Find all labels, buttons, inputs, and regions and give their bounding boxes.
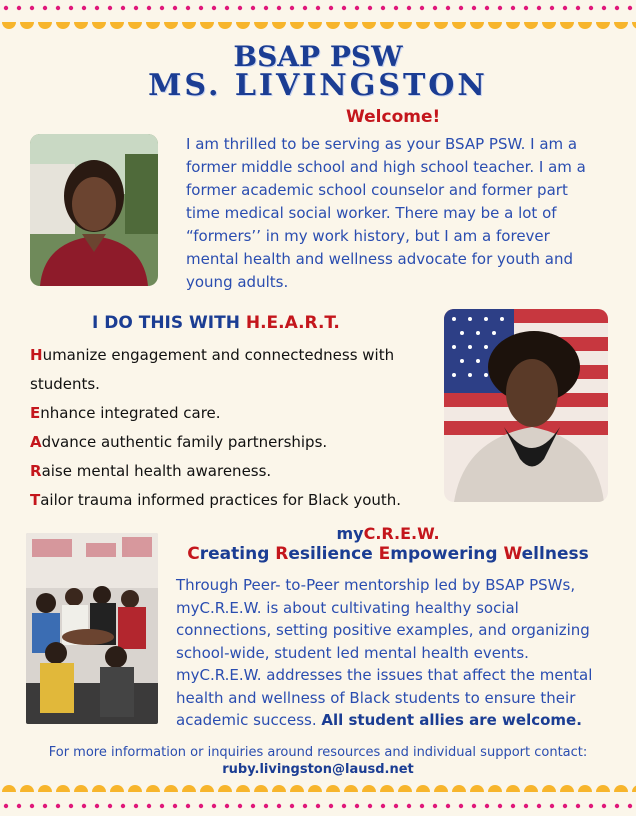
border-dot <box>147 804 151 808</box>
border-dot <box>615 804 619 808</box>
border-dot <box>82 6 86 10</box>
border-dot <box>264 804 268 808</box>
border-scallop <box>56 785 70 792</box>
border-dot <box>628 6 632 10</box>
bottom-scallop-line <box>0 780 636 792</box>
border-dot <box>290 804 294 808</box>
border-dot <box>173 6 177 10</box>
border-dot <box>121 6 125 10</box>
border-scallop <box>218 785 232 792</box>
heart-item-t: Tailor trauma informed practices for Black youth. <box>30 491 402 509</box>
border-dot <box>95 804 99 808</box>
border-scallop <box>524 785 538 792</box>
border-dot <box>56 804 60 808</box>
border-scallop <box>578 22 592 29</box>
border-dot <box>186 6 190 10</box>
border-scallop <box>146 785 160 792</box>
border-dot <box>251 804 255 808</box>
border-scallop <box>164 785 178 792</box>
border-dot <box>134 804 138 808</box>
border-dot <box>446 6 450 10</box>
border-dot <box>186 804 190 808</box>
border-scallop <box>632 22 636 29</box>
border-scallop <box>560 22 574 29</box>
border-dot <box>329 804 333 808</box>
border-scallop <box>2 785 16 792</box>
border-scallop <box>236 785 250 792</box>
border-scallop <box>308 22 322 29</box>
border-scallop <box>578 785 592 792</box>
border-dot <box>459 6 463 10</box>
border-dot <box>56 6 60 10</box>
crew-paragraph: Through Peer- to-Peer mentorship led by BSAP PSWs, myC.R.E.W. is about cultivating healthy social connections, setting positive examples, and organizing school-wide, student led mental health events. myC.R.E.W. addresses the issues that affect the mental health and wellness of Black students to ensure their academic success. All student allies are welcome. <box>176 576 593 729</box>
border-dot <box>199 804 203 808</box>
border-dot <box>147 6 151 10</box>
border-dot <box>615 6 619 10</box>
border-scallop <box>560 785 574 792</box>
contact-email-link[interactable]: ruby.livingston@lausd.net <box>222 762 414 777</box>
border-dot <box>17 6 21 10</box>
border-dot <box>134 6 138 10</box>
border-dot <box>355 804 359 808</box>
border-scallop <box>38 22 52 29</box>
border-scallop <box>434 785 448 792</box>
border-dot <box>537 804 541 808</box>
border-scallop <box>254 22 268 29</box>
border-dot <box>251 6 255 10</box>
border-dot <box>472 804 476 808</box>
border-scallop <box>218 22 232 29</box>
border-dot <box>355 6 359 10</box>
border-dot <box>238 6 242 10</box>
border-dot <box>394 6 398 10</box>
border-scallop <box>506 22 520 29</box>
border-scallop <box>38 785 52 792</box>
border-dot <box>446 804 450 808</box>
bottom-dotted-line <box>0 802 636 810</box>
border-scallop <box>254 785 268 792</box>
border-dot <box>342 6 346 10</box>
border-scallop <box>542 22 556 29</box>
top-dotted-line <box>0 4 636 12</box>
title-line-2: MS. LIVINGSTON <box>148 68 488 103</box>
welcome-heading: Welcome! <box>346 107 441 127</box>
border-dot <box>602 804 606 808</box>
border-dot <box>368 6 372 10</box>
border-dot <box>485 6 489 10</box>
border-dot <box>563 804 567 808</box>
border-dot <box>381 6 385 10</box>
heart-heading-accent: H.E.A.R.T. <box>245 313 340 333</box>
border-dot <box>576 6 580 10</box>
border-dot <box>602 6 606 10</box>
border-scallop <box>182 785 196 792</box>
border-scallop <box>308 785 322 792</box>
border-scallop <box>200 22 214 29</box>
group-photo <box>26 533 158 724</box>
border-dot <box>95 6 99 10</box>
border-scallop <box>182 22 196 29</box>
allies-welcome-text: All student allies are welcome. <box>321 711 582 729</box>
border-dot <box>303 804 307 808</box>
footer-contact-text: For more information or inquiries around resources and individual support contact: <box>48 745 588 760</box>
border-dot <box>160 804 164 808</box>
border-dot <box>212 6 216 10</box>
border-scallop <box>614 785 628 792</box>
border-dot <box>511 6 515 10</box>
border-scallop <box>290 785 304 792</box>
border-scallop <box>110 22 124 29</box>
border-dot <box>342 804 346 808</box>
border-dot <box>316 6 320 10</box>
border-scallop <box>524 22 538 29</box>
border-dot <box>537 6 541 10</box>
border-scallop <box>362 785 376 792</box>
border-dot <box>524 804 528 808</box>
border-dot <box>316 804 320 808</box>
border-dot <box>30 804 34 808</box>
border-scallop <box>434 22 448 29</box>
border-scallop <box>596 785 610 792</box>
border-dot <box>394 804 398 808</box>
border-dot <box>433 6 437 10</box>
heart-item-h: Humanize engagement and connectedness with students. <box>30 346 395 393</box>
border-scallop <box>452 22 466 29</box>
border-scallop <box>326 785 340 792</box>
border-dot <box>589 6 593 10</box>
border-scallop <box>164 22 178 29</box>
border-dot <box>212 804 216 808</box>
border-dot <box>277 6 281 10</box>
border-dot <box>160 6 164 10</box>
border-dot <box>498 804 502 808</box>
heart-item-e: Enhance integrated care. <box>30 404 221 422</box>
border-dot <box>199 6 203 10</box>
border-dot <box>420 6 424 10</box>
border-dot <box>69 804 73 808</box>
border-dot <box>303 6 307 10</box>
border-dot <box>82 804 86 808</box>
heart-list <box>30 341 440 515</box>
border-dot <box>290 6 294 10</box>
border-dot <box>30 6 34 10</box>
border-scallop <box>542 785 556 792</box>
border-dot <box>550 6 554 10</box>
border-dot <box>381 804 385 808</box>
border-scallop <box>398 785 412 792</box>
border-dot <box>407 804 411 808</box>
border-dot <box>563 6 567 10</box>
border-scallop <box>506 785 520 792</box>
border-scallop <box>326 22 340 29</box>
border-dot <box>225 6 229 10</box>
heart-heading-prefix: I DO THIS WITH <box>92 313 246 333</box>
top-border <box>0 0 636 40</box>
border-dot <box>433 804 437 808</box>
top-scallop-line <box>0 22 636 34</box>
border-dot <box>472 6 476 10</box>
border-dot <box>17 804 21 808</box>
border-scallop <box>92 785 106 792</box>
border-dot <box>69 6 73 10</box>
border-dot <box>511 804 515 808</box>
border-scallop <box>344 785 358 792</box>
intro-paragraph: I am thrilled to be serving as your BSAP PSW. I am a former middle school and high school teacher. I am a former academic school counselor and former part time medical social worker. There may be a lot of “formers’’ in my work history, but I am a forever mental health and wellness advocate for youth and young adults. <box>186 135 586 291</box>
border-scallop <box>146 22 160 29</box>
heart-item-r: Raise mental health awareness. <box>30 462 272 480</box>
border-dot <box>368 804 372 808</box>
border-scallop <box>74 785 88 792</box>
crew-subtitle: Creating Resilience Empowering Wellness <box>187 544 589 564</box>
border-scallop <box>92 22 106 29</box>
crew-title: myC.R.E.W. <box>336 524 440 543</box>
border-dot <box>524 6 528 10</box>
border-scallop <box>632 785 636 792</box>
border-scallop <box>398 22 412 29</box>
border-scallop <box>20 22 34 29</box>
flag-portrait-photo <box>444 309 608 502</box>
border-scallop <box>452 785 466 792</box>
border-scallop <box>380 22 394 29</box>
border-scallop <box>290 22 304 29</box>
border-dot <box>407 6 411 10</box>
border-scallop <box>20 785 34 792</box>
border-scallop <box>470 22 484 29</box>
border-scallop <box>110 785 124 792</box>
border-dot <box>108 6 112 10</box>
border-dot <box>277 804 281 808</box>
border-dot <box>121 804 125 808</box>
border-scallop <box>596 22 610 29</box>
border-scallop <box>416 785 430 792</box>
border-scallop <box>362 22 376 29</box>
border-dot <box>329 6 333 10</box>
border-dot <box>264 6 268 10</box>
border-scallop <box>470 785 484 792</box>
border-scallop <box>236 22 250 29</box>
border-scallop <box>614 22 628 29</box>
border-dot <box>43 6 47 10</box>
border-dot <box>485 804 489 808</box>
heart-heading <box>92 313 340 333</box>
border-dot <box>576 804 580 808</box>
border-scallop <box>380 785 394 792</box>
border-scallop <box>488 785 502 792</box>
border-dot <box>225 804 229 808</box>
border-dot <box>589 804 593 808</box>
border-scallop <box>344 22 358 29</box>
border-scallop <box>200 785 214 792</box>
border-scallop <box>272 22 286 29</box>
portrait-photo <box>30 134 158 286</box>
border-dot <box>550 804 554 808</box>
border-dot <box>238 804 242 808</box>
border-scallop <box>56 22 70 29</box>
border-scallop <box>128 785 142 792</box>
border-scallop <box>272 785 286 792</box>
border-dot <box>459 804 463 808</box>
border-dot <box>43 804 47 808</box>
border-scallop <box>74 22 88 29</box>
border-scallop <box>128 22 142 29</box>
bottom-border <box>0 776 636 816</box>
heart-item-a: Advance authentic family partnerships. <box>30 433 328 451</box>
border-dot <box>108 804 112 808</box>
border-dot <box>628 804 632 808</box>
title-line-1: BSAP PSW <box>233 40 403 73</box>
border-scallop <box>2 22 16 29</box>
border-dot <box>420 804 424 808</box>
border-scallop <box>416 22 430 29</box>
border-dot <box>173 804 177 808</box>
border-dot <box>4 804 8 808</box>
border-dot <box>498 6 502 10</box>
border-scallop <box>488 22 502 29</box>
footer <box>0 744 636 778</box>
border-dot <box>4 6 8 10</box>
